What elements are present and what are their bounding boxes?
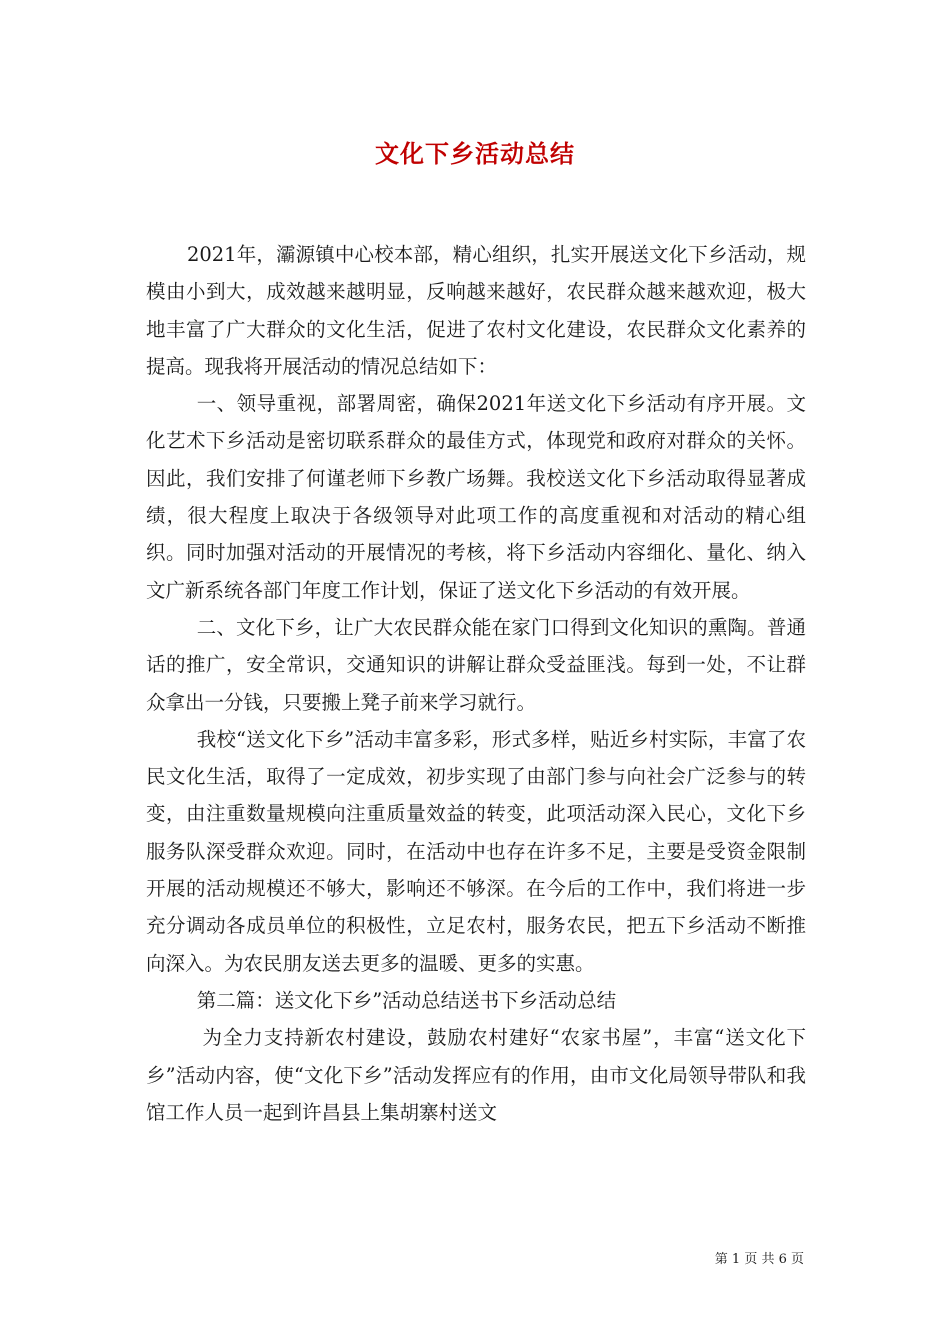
- paragraph-summary: 我校“送文化下乡”活动丰富多彩，形式多样，贴近乡村实际，丰富了农民文化生活，取得了一定成效，初步实现了由部门参与向社会广泛参与的转变，由注重数量规模向注重质量效益的转变，此项活动深入民心，文化下乡服务队深受群众欢迎。同时，在活动中也存在许多不足，主要是受资金限制开展的活动规模还不够大，影响还不够深。在今后的工作中，我们将进一步充分调动各成员单位的积极性，立足农村，服务农民，把五下乡活动不断推向深入。为农民朋友送去更多的温暖、更多的实惠。: [146, 727, 806, 975]
- page-number: 第 1 页 共 6 页: [714, 1252, 804, 1267]
- paragraph-intro: 2021年，灞源镇中心校本部，精心组织，扎实开展送文化下乡活动，规模由小到大，成效越来越明显，反响越来越好，农民群众越来越欢迎，极大地丰富了广大群众的文化生活，促进了农村文化建设，农民群众文化素养的提高。现我将开展活动的情况总结如下：: [146, 243, 806, 378]
- paragraph-second-article-body: 为全力支持新农村建设，鼓励农村建好“农家书屋”，丰富“送文化下乡”活动内容，使“文化下乡”活动发挥应有的作用，由市文化局领导带队和我馆工作人员一起到许昌县上集胡寨村送文: [146, 1026, 806, 1124]
- paragraph-second-article-heading: 第二篇：送文化下乡”活动总结送书下乡活动总结: [196, 988, 617, 1012]
- paragraph-section-1: 一、领导重视，部署周密，确保2021年送文化下乡活动有序开展。文化艺术下乡活动是密切联系群众的最佳方式，体现党和政府对群众的关怀。因此，我们安排了何谨老师下乡教广场舞。我校送文化下乡活动取得显著成绩，很大程度上取决于各级领导对此项工作的高度重视和对活动的精心组织。同时加强对活动的开展情况的考核，将下乡活动内容细化、量化、纳入文广新系统各部门年度工作计划，保证了送文化下乡活动的有效开展。: [146, 392, 806, 602]
- document-body: [146, 236, 806, 1131]
- paragraph-section-2: 二、文化下乡，让广大农民群众能在家门口得到文化知识的熏陶。普通话的推广，安全常识，交通知识的讲解让群众受益匪浅。每到一处，不让群众拿出一分钱，只要搬上凳子前来学习就行。: [146, 615, 806, 714]
- document-title: 文化下乡活动总结: [375, 139, 575, 168]
